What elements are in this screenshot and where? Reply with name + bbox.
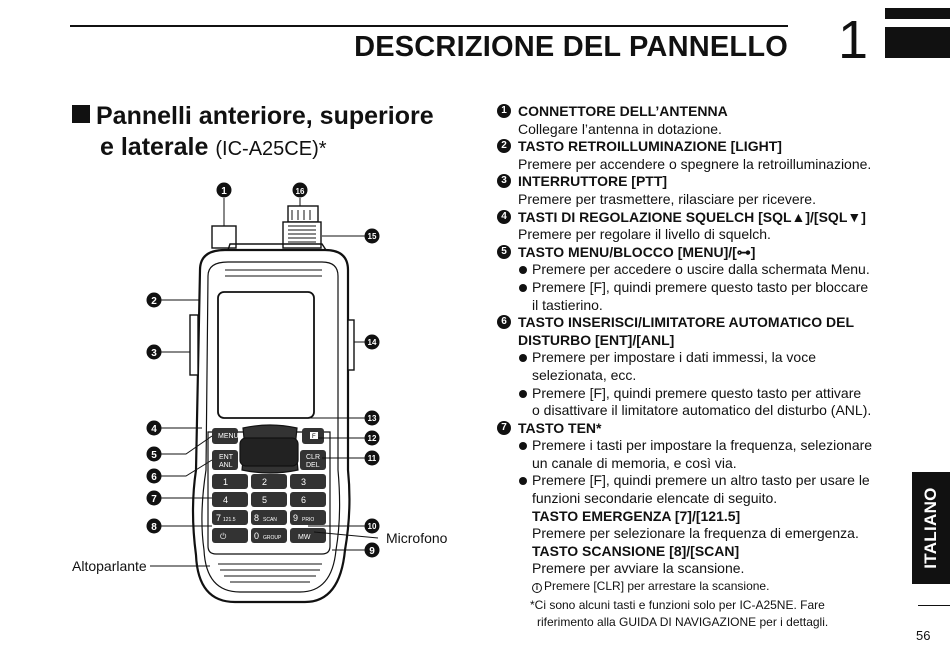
callout-6: 6 [151, 472, 157, 483]
key-8-sub: SCAN [263, 517, 277, 523]
key-2: 2 [262, 477, 268, 487]
key-1: 1 [223, 477, 229, 487]
callout-14: 14 [367, 338, 377, 347]
footnote-line1: *Ci sono alcuni tasti e funzioni solo per IC-A25NE. Fare [530, 598, 825, 613]
key-0-sub: GROUP [263, 535, 282, 541]
item-7-number: 7 [497, 421, 511, 435]
item-7-bullet-2: Premere [F], quindi premere un altro tasto per usare le [497, 472, 897, 490]
key-ent: ENT [219, 454, 233, 461]
key-4: 4 [223, 495, 229, 505]
key-f: F [312, 434, 316, 440]
item-7-title-text: TASTO TEN* [518, 419, 602, 436]
header-rule [70, 25, 788, 27]
key-del: DEL [306, 462, 320, 469]
footnote-line2: riferimento alla GUIDA DI NAVIGAZIONE per i dettagli. [537, 615, 829, 630]
item-1-text: Collegare l’antenna in dotazione. [518, 120, 722, 137]
chapter-number: 1 [838, 10, 869, 70]
item-2-title [497, 138, 897, 156]
side-connector-cover [348, 320, 354, 370]
item-5-bullet-2: Premere [F], quindi premere questo tasto per bloccare [497, 279, 897, 297]
item-7-sub1-text: Premere per selezionare la frequenza di emergenza. [532, 525, 859, 542]
item-3-text: Premere per trasmettere, rilasciare per ricevere. [518, 190, 816, 207]
ptt-switch [190, 315, 198, 375]
page-title: DESCRIZIONE DEL PANNELLO [354, 31, 788, 63]
callout-7: 7 [151, 494, 157, 505]
section-heading-line1: Pannelli anteriore, superiore [96, 102, 434, 130]
section-heading [72, 101, 472, 165]
item-6-title-cont: DISTURBO [ENT]/[ANL] [518, 331, 675, 348]
key-7-sub: 121.5 [223, 517, 236, 523]
item-3-number: 3 [497, 174, 511, 188]
item-7-sub1-title: TASTO EMERGENZA [7]/[121.5] [532, 507, 741, 524]
item-1-title [497, 103, 897, 121]
item-5-title-text: TASTO MENU/BLOCCO [MENU]/[⊶] [518, 243, 756, 260]
item-6-bullet-1-cont: selezionata, ecc. [532, 366, 637, 383]
callout-3: 3 [151, 348, 157, 359]
item-3-title [497, 173, 897, 191]
item-7-note-text: Premere [CLR] per arrestare la scansione. [544, 579, 770, 594]
item-1-title-text: CONNETTORE DELL’ANTENNA [518, 103, 728, 119]
item-6-bullet-1: Premere per impostare i dati immessi, la voce [497, 349, 897, 367]
item-7-bullet-1: Premere i tasti per impostare la frequenza, selezionare [497, 437, 897, 455]
item-7-note [497, 578, 897, 595]
item-5-bullet-2-cont: il tastierino. [532, 296, 603, 313]
callout-2: 2 [151, 296, 157, 307]
description-list [497, 103, 897, 631]
microphone-label: Microfono [386, 530, 448, 546]
key-power: ⏻ [220, 532, 227, 541]
key-9-sub: PRIO [302, 517, 315, 523]
item-4-title [497, 209, 897, 227]
item-5-bullet-1: Premere per accedere o uscire dalla schermata Menu. [497, 261, 897, 279]
item-3-title-text: INTERRUTTORE [PTT] [518, 173, 668, 190]
key-7: 7 [216, 513, 222, 523]
key-5: 5 [262, 495, 268, 505]
key-clr: CLR [306, 454, 321, 461]
item-6-title [497, 314, 897, 332]
page-number: 56 [916, 628, 931, 643]
item-2-title-text: TASTO RETROILLUMINAZIONE [LIGHT] [518, 138, 782, 155]
item-4-text: Premere per regolare il livello di squelch. [518, 226, 771, 243]
callout-5: 5 [151, 450, 157, 461]
callout-15: 15 [367, 232, 377, 241]
item-2-text: Premere per accendere o spegnere la retroilluminazione. [518, 155, 872, 172]
callout-8: 8 [151, 522, 157, 533]
key-anl: ANL [219, 462, 233, 469]
item-7-sub2-text: Premere per avviare la scansione. [532, 560, 745, 577]
square-bullet-icon [72, 105, 90, 123]
item-6-title-text: TASTO INSERISCI/LIMITATORE AUTOMATICO DEL [518, 314, 854, 331]
key-mw: MW [298, 534, 311, 541]
language-side-tab-label: ITALIANO [921, 487, 940, 569]
callout-10: 10 [367, 522, 377, 531]
callout-16: 16 [295, 187, 305, 196]
item-6-bullet-2: Premere [F], quindi premere questo tasto per attivare [497, 385, 897, 403]
item-5-number: 5 [497, 245, 511, 259]
callout-12: 12 [367, 434, 377, 443]
section-model: (IC-A25CE)* [215, 138, 327, 160]
item-1-number: 1 [497, 104, 511, 118]
item-7-sub2-title: TASTO SCANSIONE [8]/[SCAN] [532, 542, 740, 559]
callout-13: 13 [367, 414, 377, 423]
item-4-title-text: TASTI DI REGOLAZIONE SQUELCH [SQL▲]/[SQL▼] [518, 208, 866, 225]
key-9: 9 [293, 513, 299, 523]
speaker-label: Altoparlante [72, 558, 147, 574]
item-6-number: 6 [497, 315, 511, 329]
item-5-title [497, 244, 897, 262]
callout-11: 11 [367, 454, 377, 463]
key-3: 3 [301, 477, 307, 487]
display-screen [218, 292, 314, 418]
callout-9: 9 [369, 546, 375, 557]
item-2-number: 2 [497, 139, 511, 153]
language-side-tab [912, 472, 950, 584]
item-7-title [497, 420, 897, 438]
section-heading-line2: e laterale [100, 133, 209, 161]
chapter-bar-bottom [885, 27, 950, 58]
key-menu: MENU [218, 433, 239, 440]
item-7-bullet-1-cont: un canale di memoria, e così via. [532, 454, 737, 471]
radio-diagram [60, 170, 460, 610]
item-6-bullet-2-cont: o disattivare il limitatore automatico del disturbo (ANL). [532, 402, 872, 419]
key-8: 8 [254, 513, 260, 523]
key-6: 6 [301, 495, 307, 505]
chapter-bar-top [885, 8, 950, 19]
callout-1: 1 [221, 186, 227, 197]
item-4-number: 4 [497, 210, 511, 224]
footer-rule [918, 605, 950, 606]
info-icon: i [532, 583, 542, 593]
key-0: 0 [254, 531, 260, 541]
callout-4: 4 [151, 424, 157, 435]
item-7-bullet-2-cont: funzioni secondarie elencate di seguito. [532, 490, 778, 507]
